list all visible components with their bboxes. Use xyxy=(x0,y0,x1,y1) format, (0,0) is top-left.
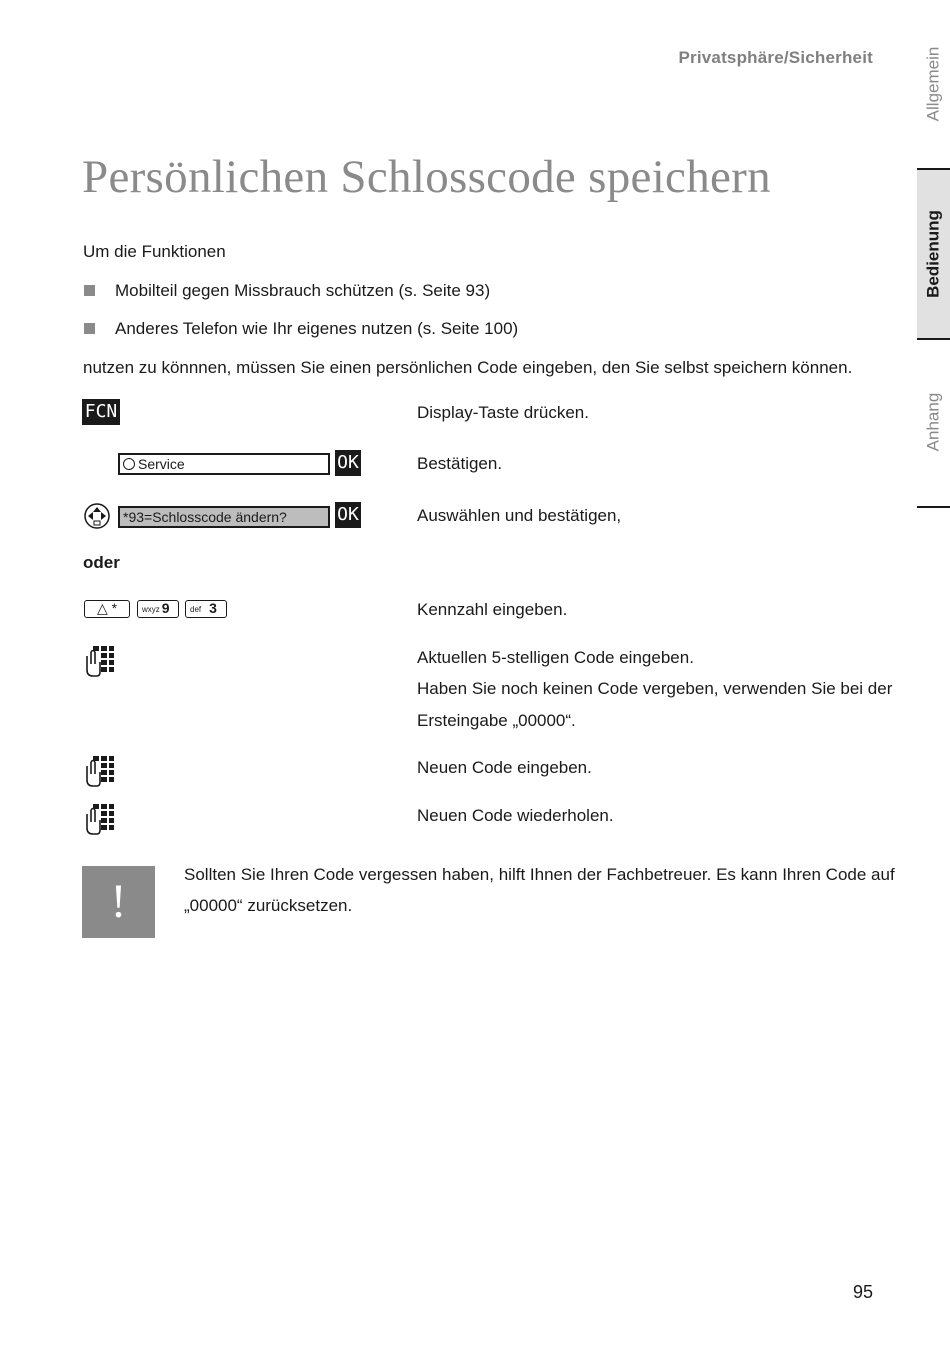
step-text: Display-Taste drücken. xyxy=(417,403,589,422)
star-key-label: △ * xyxy=(96,600,118,616)
ok-key: OK xyxy=(335,502,361,528)
key-9-letters: wxyz xyxy=(142,605,160,614)
side-tab-general-label: Allgemein xyxy=(923,46,943,122)
navigation-key-icon xyxy=(83,502,111,530)
section-header: Privatsphäre/Sicherheit xyxy=(678,48,873,67)
bullet-square-icon xyxy=(84,323,95,334)
intro-text: Um die Funktionen xyxy=(83,242,226,261)
list-item: Anderes Telefon wie Ihr eigenes nutzen (s. Seite 100) xyxy=(115,319,519,338)
fcn-key: FCN xyxy=(82,399,120,425)
menu-item-lock-code xyxy=(118,506,330,528)
side-tab-divider xyxy=(917,506,950,508)
page-number: 95 xyxy=(852,1282,873,1302)
warning-text: Sollten Sie Ihren Code vergessen haben, hilft Ihnen der Fachbetreuer. Es kann Ihren Code auf xyxy=(184,865,895,884)
or-label: oder xyxy=(83,553,120,572)
step-text: Haben Sie noch keinen Code vergeben, verwenden Sie bei der xyxy=(417,679,893,698)
step-text: Auswählen und bestätigen, xyxy=(417,506,622,525)
step-text: Bestätigen. xyxy=(417,454,503,473)
warning-text: „00000“ zurücksetzen. xyxy=(184,896,353,915)
step-text: Kennzahl eingeben. xyxy=(417,600,568,619)
keypad-hand-icon xyxy=(83,644,115,678)
menu-item-lock-code-label: *93=Schlosscode ändern? xyxy=(123,509,287,525)
page-title: Persönlichen Schlosscode speichern xyxy=(82,151,771,203)
key-9 xyxy=(137,600,179,618)
key-3 xyxy=(185,600,227,618)
menu-item-service-label: Service xyxy=(138,456,185,472)
intro-end-text: nutzen zu könnnen, müssen Sie einen persönlichen Code eingeben, den Sie selbst speichern können. xyxy=(83,358,853,377)
list-item: Mobilteil gegen Missbrauch schützen (s. Seite 93) xyxy=(115,281,491,300)
side-tab-appendix[interactable] xyxy=(917,340,950,506)
key-9-digit: 9 xyxy=(161,600,170,616)
step-text: Ersteingabe „00000“. xyxy=(417,711,576,730)
bullet-square-icon xyxy=(84,285,95,296)
step-text: Aktuellen 5-stelligen Code eingeben. xyxy=(417,648,694,667)
keypad-hand-icon xyxy=(83,754,115,788)
key-3-letters: def xyxy=(190,605,202,614)
star-key xyxy=(84,600,130,618)
circle-icon xyxy=(123,458,135,470)
ok-key: OK xyxy=(335,450,361,476)
step-text: Neuen Code wiederholen. xyxy=(417,806,614,825)
key-3-digit: 3 xyxy=(209,600,217,616)
side-tab-appendix-label: Anhang xyxy=(923,392,943,452)
side-tab-operation-label: Bedienung xyxy=(923,210,943,298)
menu-item-service xyxy=(118,453,330,475)
keypad-hand-icon xyxy=(83,802,115,836)
exclamation-icon: ! xyxy=(82,866,155,938)
step-text: Neuen Code eingeben. xyxy=(417,758,592,777)
side-tab-operation[interactable] xyxy=(917,170,950,338)
side-tab-general[interactable] xyxy=(917,40,950,130)
